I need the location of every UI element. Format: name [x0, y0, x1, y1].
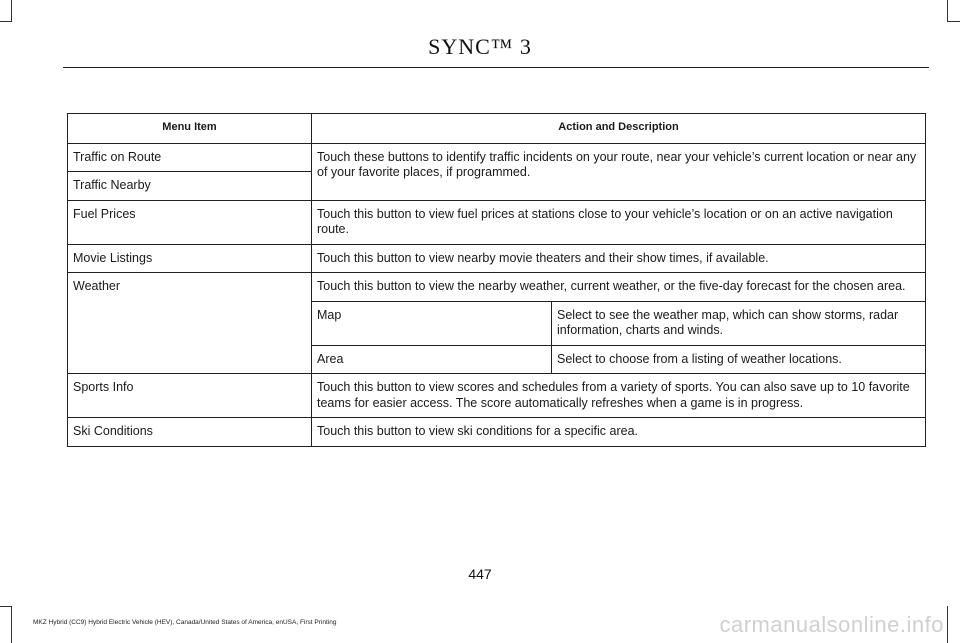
menu-item-ski-conditions: Ski Conditions [68, 418, 312, 446]
table-header-row [68, 114, 925, 143]
weather-description: Touch this button to view the nearby weather, current weather, or the five-day forecast for the chosen area. [317, 279, 906, 293]
crop-mark-top-left-v [11, 0, 12, 22]
sports-description: Touch this button to view scores and schedules from a variety of sports. You can also save up to 10 favorite teams for easier access. The score automatically refreshes when a game is in progress. [317, 380, 910, 410]
table-row-movie [68, 244, 925, 273]
column-header-action: Action and Description [558, 121, 679, 133]
table-row-ski [68, 417, 925, 446]
traffic-names [68, 144, 312, 200]
footer-printing-info: MKZ Hybrid (CC9) Hybrid Electric Vehicle (HEV), Canada/United States of America, enUSA, First Printing [33, 619, 337, 626]
column-header-menu-item: Menu Item [68, 114, 312, 143]
table-row-fuel [68, 200, 925, 244]
menu-table [67, 113, 926, 447]
crop-mark-bottom-left-h [0, 606, 12, 607]
sub-description-area: Select to choose from a listing of weather locations. [557, 351, 842, 366]
menu-item-fuel-prices: Fuel Prices [68, 201, 312, 244]
table-row-traffic [68, 143, 925, 200]
table-row-sports [68, 373, 925, 417]
sub-description-map: Select to see the weather map, which can show storms, radar information, charts and winds. [557, 307, 899, 337]
sub-item-map: Map [312, 302, 552, 345]
menu-item-weather: Weather [68, 273, 312, 373]
crop-mark-bottom-left-v [11, 606, 12, 643]
ski-description: Touch this button to view ski conditions for a specific area. [317, 424, 638, 438]
traffic-description: Touch these buttons to identify traffic incidents on your route, near your vehicle’s current location or near any of your favorite places, if programmed. [317, 149, 917, 179]
movie-description: Touch this button to view nearby movie theaters and their show times, if available. [317, 250, 769, 265]
weather-sub-row-map [312, 301, 925, 345]
sub-item-area: Area [312, 346, 552, 374]
menu-item-movie-listings: Movie Listings [68, 245, 312, 273]
table-row-weather [68, 272, 925, 373]
page-title: SYNC™ 3 [428, 34, 532, 59]
menu-item-traffic-on-route: Traffic on Route [73, 149, 162, 164]
crop-mark-top-left-h [0, 21, 12, 22]
menu-item-sports-info: Sports Info [68, 374, 312, 417]
page-number: 447 [468, 566, 492, 582]
weather-sub-row-area [312, 345, 925, 374]
crop-mark-bottom-right-v [947, 606, 948, 643]
watermark: carmanualsonline.info [719, 612, 944, 637]
weather-details [312, 273, 925, 373]
menu-item-traffic-nearby: Traffic Nearby [68, 171, 311, 200]
fuel-description: Touch this button to view fuel prices at stations close to your vehicle’s location or on an active navigation route. [317, 206, 893, 236]
crop-mark-top-right-v [947, 0, 948, 22]
crop-mark-top-right-h [947, 21, 960, 22]
header-rule [63, 67, 929, 68]
